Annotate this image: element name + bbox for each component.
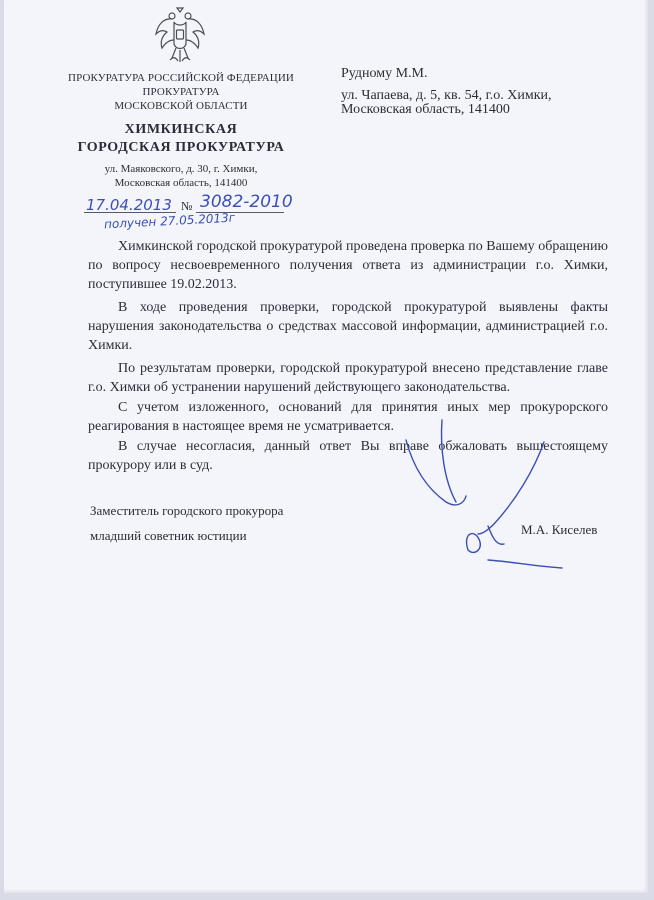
date-underline <box>84 212 176 213</box>
letterhead-line-1: ПРОКУРАТУРА РОССИЙСКОЙ ФЕДЕРАЦИИ <box>68 72 294 84</box>
handwritten-signature <box>384 400 574 575</box>
eagle-emblem-icon <box>150 4 210 66</box>
letter-page <box>4 0 648 893</box>
handwritten-date: 17.04.2013 <box>86 196 172 214</box>
org-address-line-1: ул. Маяковского, д. 30, г. Химки, <box>104 163 258 175</box>
org-name-line-2: ГОРОДСКАЯ ПРОКУРАТУРА <box>77 140 285 155</box>
body-paragraph-5: В случае несогласия, данный ответ Вы вправе обжаловать вышестоящему прокурору или в суд. <box>88 439 608 473</box>
recipient-address-line-1: ул. Чапаева, д. 5, кв. 54, г.о. Химки, <box>341 88 552 103</box>
handwritten-received-note: получен 27.05.2013г <box>103 210 236 232</box>
handwritten-number: 3082-2010 <box>200 192 293 212</box>
body-paragraph-1: Химкинской городской прокуратурой проведена проверка по Вашему обращению по вопросу несвоевременного получения ответа из администрации г.о. Химки, поступившее 19.02.2013. <box>88 239 608 292</box>
recipient-name: Рудному М.М. <box>341 66 428 81</box>
signatory-name: М.А. Киселев <box>521 522 598 537</box>
body-paragraph-3: По результатам проверки, городской прокуратурой внесено представление главе г.о. Химки об устранении нарушений действующего законодательства. <box>88 361 608 395</box>
org-address-line-2: Московская область, 141400 <box>114 177 248 189</box>
signatory-title-line-2: младший советник юстиции <box>90 528 247 543</box>
recipient-address-line-2: Московская область, 141400 <box>341 102 510 117</box>
body-paragraph-2: В ходе проведения проверки, городской прокуратурой выявлены факты нарушения законодательства о средствах массовой информации, администрацией г.о. Химки. <box>88 300 608 353</box>
body-paragraph-4: С учетом изложенного, оснований для принятия иных мер прокурорского реагирования в настоящее время не усматривается. <box>88 400 608 434</box>
signatory-title-line-1: Заместитель городского прокурора <box>90 503 284 518</box>
letterhead-line-3: МОСКОВСКОЙ ОБЛАСТИ <box>114 100 248 112</box>
letterhead-line-2: ПРОКУРАТУРА <box>142 86 220 98</box>
org-name-line-1: ХИМКИНСКАЯ <box>124 122 238 137</box>
number-sign: № <box>181 199 193 213</box>
